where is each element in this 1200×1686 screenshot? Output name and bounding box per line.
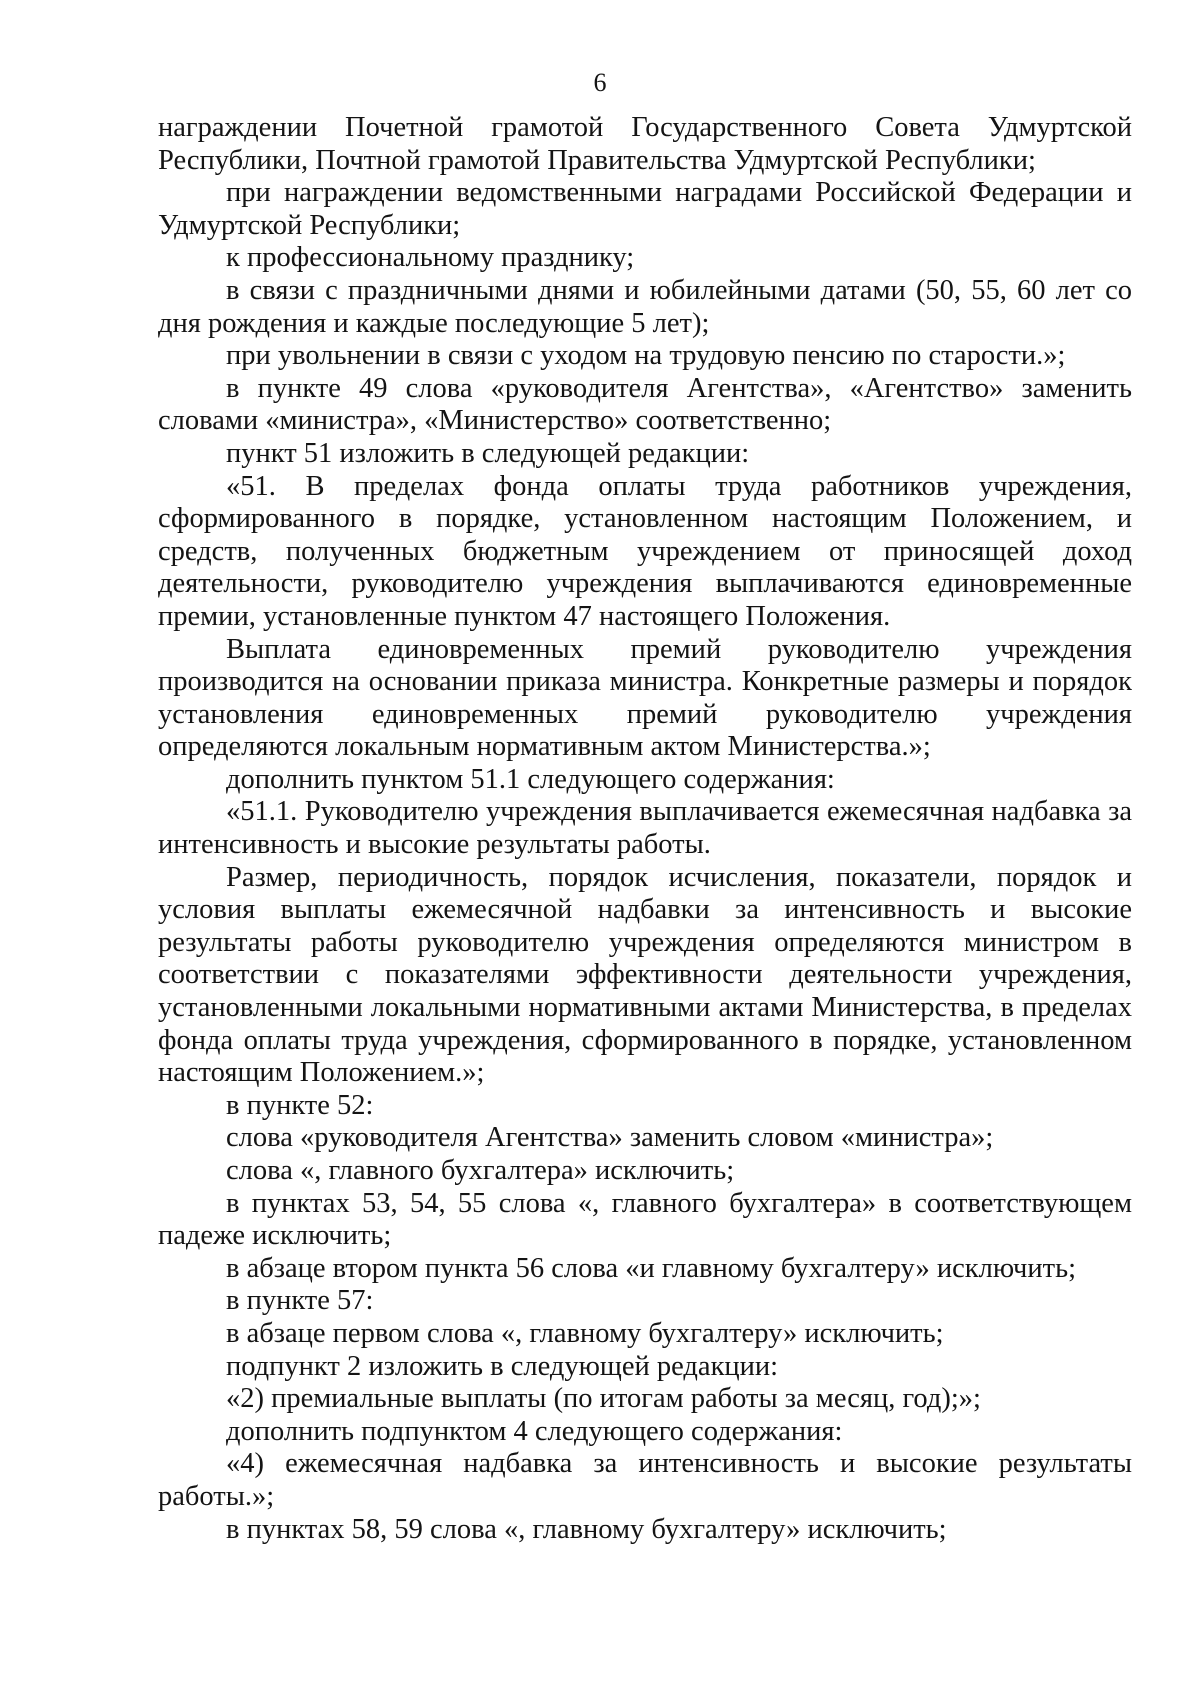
paragraph: «51.1. Руководителю учреждения выплачивается ежемесячная надбавка за интенсивность и высокие результаты работы. xyxy=(158,796,1132,861)
paragraph: пункт 51 изложить в следующей редакции: xyxy=(226,437,750,469)
paragraph: Выплата единовременных премий руководителю учреждения производится на основании приказа министра. Конкретные размеры и порядок установления единовременных премий руководителю учреждения определяются локальным нормативным актом Министерства.»; xyxy=(158,633,1132,763)
paragraph: дополнить пунктом 51.1 следующего содержания: xyxy=(226,763,835,795)
paragraph: в пункте 49 слова «руководителя Агентства», «Агентство» заменить словами «министра», «Министерство» соответственно; xyxy=(158,372,1132,437)
paragraph: в пунктах 53, 54, 55 слова «, главного бухгалтера» в соответствующем падеже исключить; xyxy=(158,1187,1132,1252)
paragraph: дополнить подпунктом 4 следующего содержания: xyxy=(226,1415,843,1447)
paragraph: в связи с праздничными днями и юбилейными датами (50, 55, 60 лет со дня рождения и каждые последующие 5 лет); xyxy=(158,274,1132,339)
document-body xyxy=(158,112,1132,1546)
page-number: 6 xyxy=(593,68,607,97)
paragraph: в абзаце первом слова «, главному бухгалтеру» исключить; xyxy=(226,1317,944,1349)
paragraph: подпункт 2 изложить в следующей редакции: xyxy=(226,1350,779,1382)
paragraph: при увольнении в связи с уходом на трудовую пенсию по старости.»; xyxy=(226,340,1066,372)
paragraph: в пункте 57: xyxy=(226,1285,374,1317)
paragraph: в пункте 52: xyxy=(226,1089,374,1121)
paragraph: Размер, периодичность, порядок исчисления, показатели, порядок и условия выплаты ежемесячной надбавки за интенсивность и высокие результаты работы руководителю учреждения определяются министром в соответствии с показателями эффективности деятельности учреждения, установленными локальными нормативными актами Министерства, в пределах фонда оплаты труда учреждения, сформированного в порядке, установленном настоящим Положением.»; xyxy=(158,861,1132,1089)
paragraph: слова «руководителя Агентства» заменить словом «министра»; xyxy=(226,1122,994,1154)
paragraph: в пунктах 58, 59 слова «, главному бухгалтеру» исключить; xyxy=(226,1513,947,1545)
paragraph: при награждении ведомственными наградами Российской Федерации и Удмуртской Республики; xyxy=(158,177,1132,241)
paragraph: в абзаце втором пункта 56 слова «и главному бухгалтеру» исключить; xyxy=(226,1252,1077,1284)
paragraph: к профессиональному празднику; xyxy=(226,242,635,274)
paragraph: «4) ежемесячная надбавка за интенсивность и высокие результаты работы.»; xyxy=(158,1448,1132,1512)
paragraph: «2) премиальные выплаты (по итогам работы за месяц, год);»; xyxy=(226,1383,981,1415)
paragraph: награждении Почетной грамотой Государственного Совета Удмуртской Республики, Почтной грамотой Правительства Удмуртской Республики; xyxy=(158,112,1132,176)
paragraph: слова «, главного бухгалтера» исключить; xyxy=(226,1155,735,1186)
paragraph: «51. В пределах фонда оплаты труда работников учреждения, сформированного в порядке, установленном настоящим Положением, и средств, полученных бюджетным учреждением от приносящей доход деятельности, руководителю учреждения выплачиваются единовременные премии, установленные пунктом 47 настоящего Положения. xyxy=(158,470,1132,632)
